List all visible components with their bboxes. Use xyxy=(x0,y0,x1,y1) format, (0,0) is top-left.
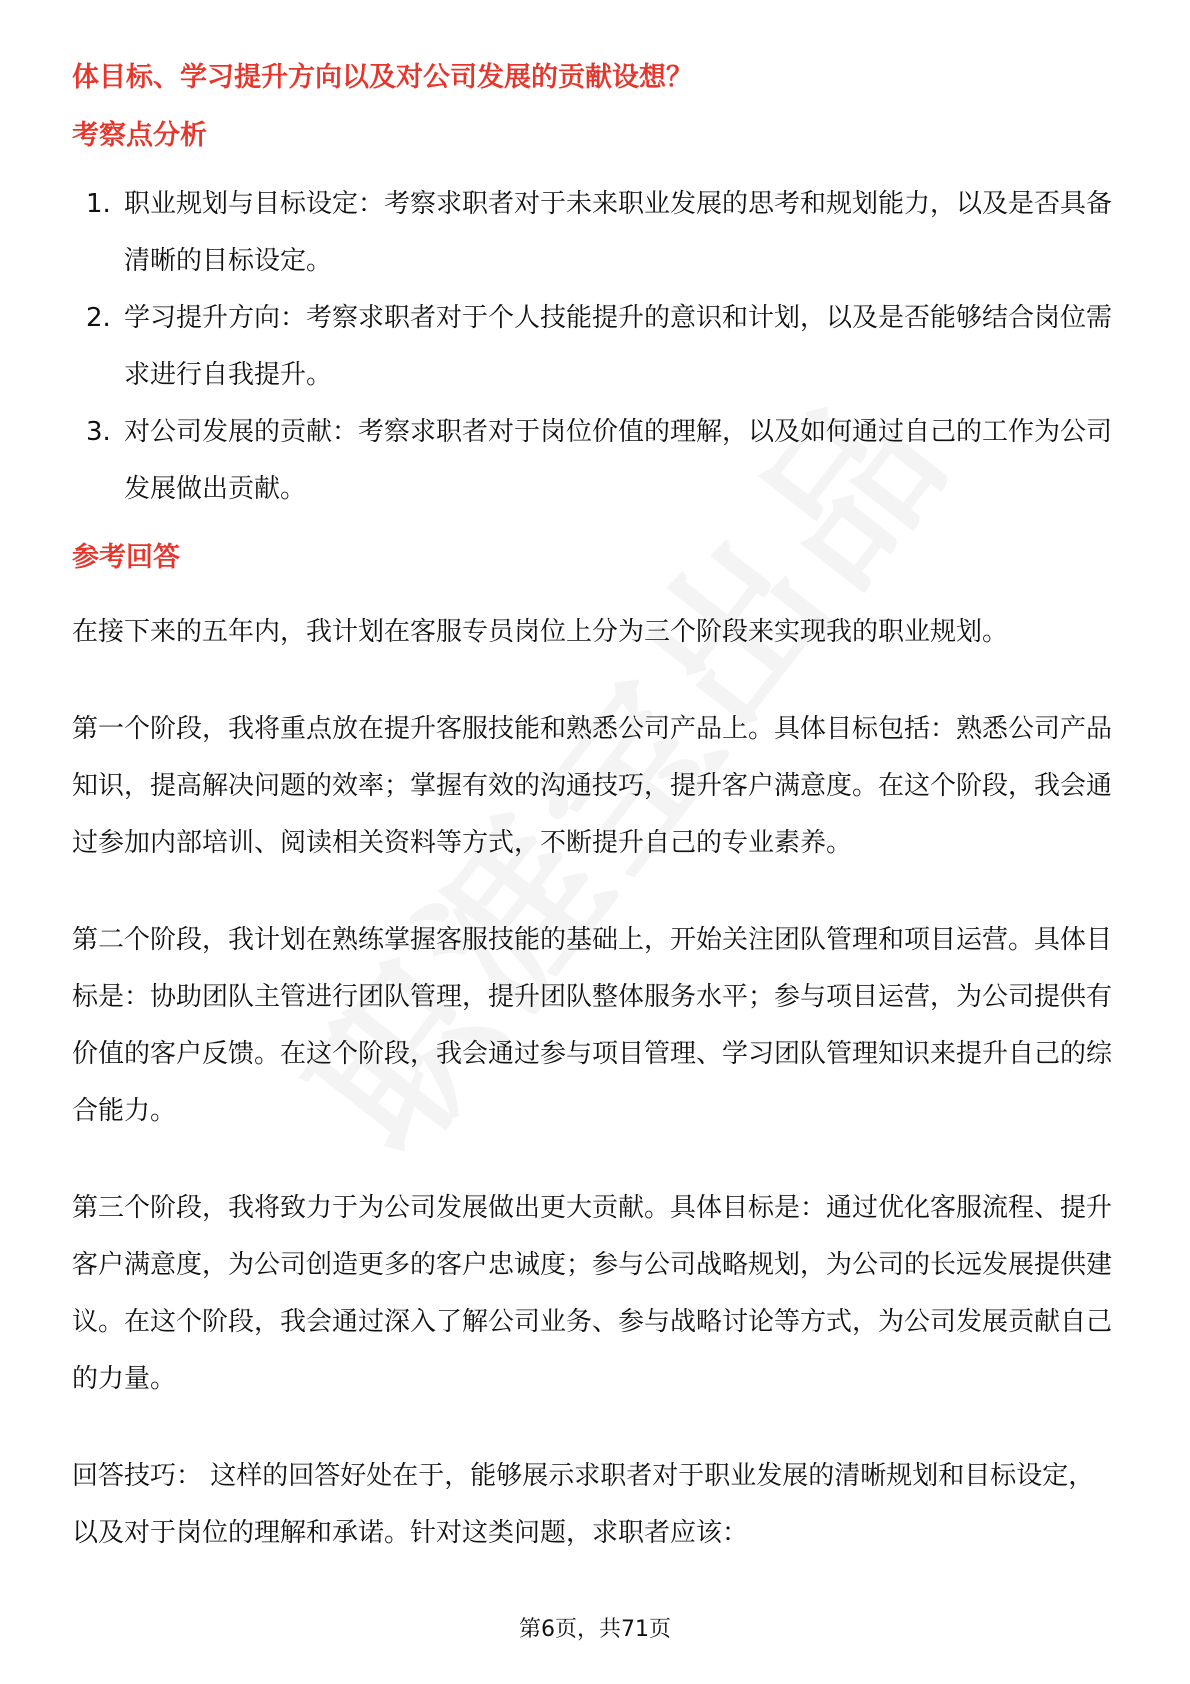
answer-paragraph: 在接下来的五年内，我计划在客服专员岗位上分为三个阶段来实现我的职业规划。 xyxy=(72,617,1009,647)
page-number-footer: 第6页，共71页 xyxy=(519,1617,671,1642)
answer-paragraph: 第三个阶段，我将致力于为公司发展做出更大贡献。具体目标是：通过优化客服流程、提升客户满意度，为公司创造更多的客户忠诚度；参与公司战略规划，为公司的长远发展提供建议。在这个阶段，我会通过深入了解公司业务、参与战略讨论等方式，为公司发展贡献自己的力量。 xyxy=(72,1193,1113,1394)
list-item-text: 对公司发展的贡献：考察求职者对于岗位价值的理解，以及如何通过自己的工作为公司发展做出贡献。 xyxy=(124,417,1113,504)
answer-paragraph: 第一个阶段，我将重点放在提升客服技能和熟悉公司产品上。具体目标包括：熟悉公司产品知识，提高解决问题的效率；掌握有效的沟通技巧，提升客户满意度。在这个阶段，我会通过参加内部培训、阅读相关资料等方式，不断提升自己的专业素养。 xyxy=(72,714,1113,858)
document-body xyxy=(72,58,1120,1602)
answer-paragraph: 第二个阶段，我计划在熟练掌握客服技能的基础上，开始关注团队管理和项目运营。具体目标是：协助团队主管进行团队管理，提升团队整体服务水平；参与项目运营，为公司提供有价值的客户反馈。在这个阶段，我会通过参与项目管理、学习团队管理知识来提升自己的综合能力。 xyxy=(72,925,1113,1126)
list-item-number: 1. xyxy=(86,189,111,219)
list-item xyxy=(72,176,1120,290)
analysis-list xyxy=(72,176,1120,518)
analysis-heading: 考察点分析 xyxy=(72,120,207,151)
list-item xyxy=(72,290,1120,404)
list-item-number: 3. xyxy=(86,417,111,447)
answer-tips-paragraph: 回答技巧： 这样的回答好处在于，能够展示求职者对于职业发展的清晰规划和目标设定，以及对于岗位的理解和承诺。针对这类问题，求职者应该： xyxy=(72,1461,1095,1548)
list-item-text: 学习提升方向：考察求职者对于个人技能提升的意识和计划，以及是否能够结合岗位需求进行自我提升。 xyxy=(124,303,1113,390)
question-title: 体目标、学习提升方向以及对公司发展的贡献设想？ xyxy=(72,62,693,93)
list-item-text: 职业规划与目标设定：考察求职者对于未来职业发展的思考和规划能力，以及是否具备清晰的目标设定。 xyxy=(124,189,1113,276)
list-item xyxy=(72,404,1120,518)
answer-heading: 参考回答 xyxy=(72,542,180,573)
list-item-number: 2. xyxy=(86,303,111,333)
